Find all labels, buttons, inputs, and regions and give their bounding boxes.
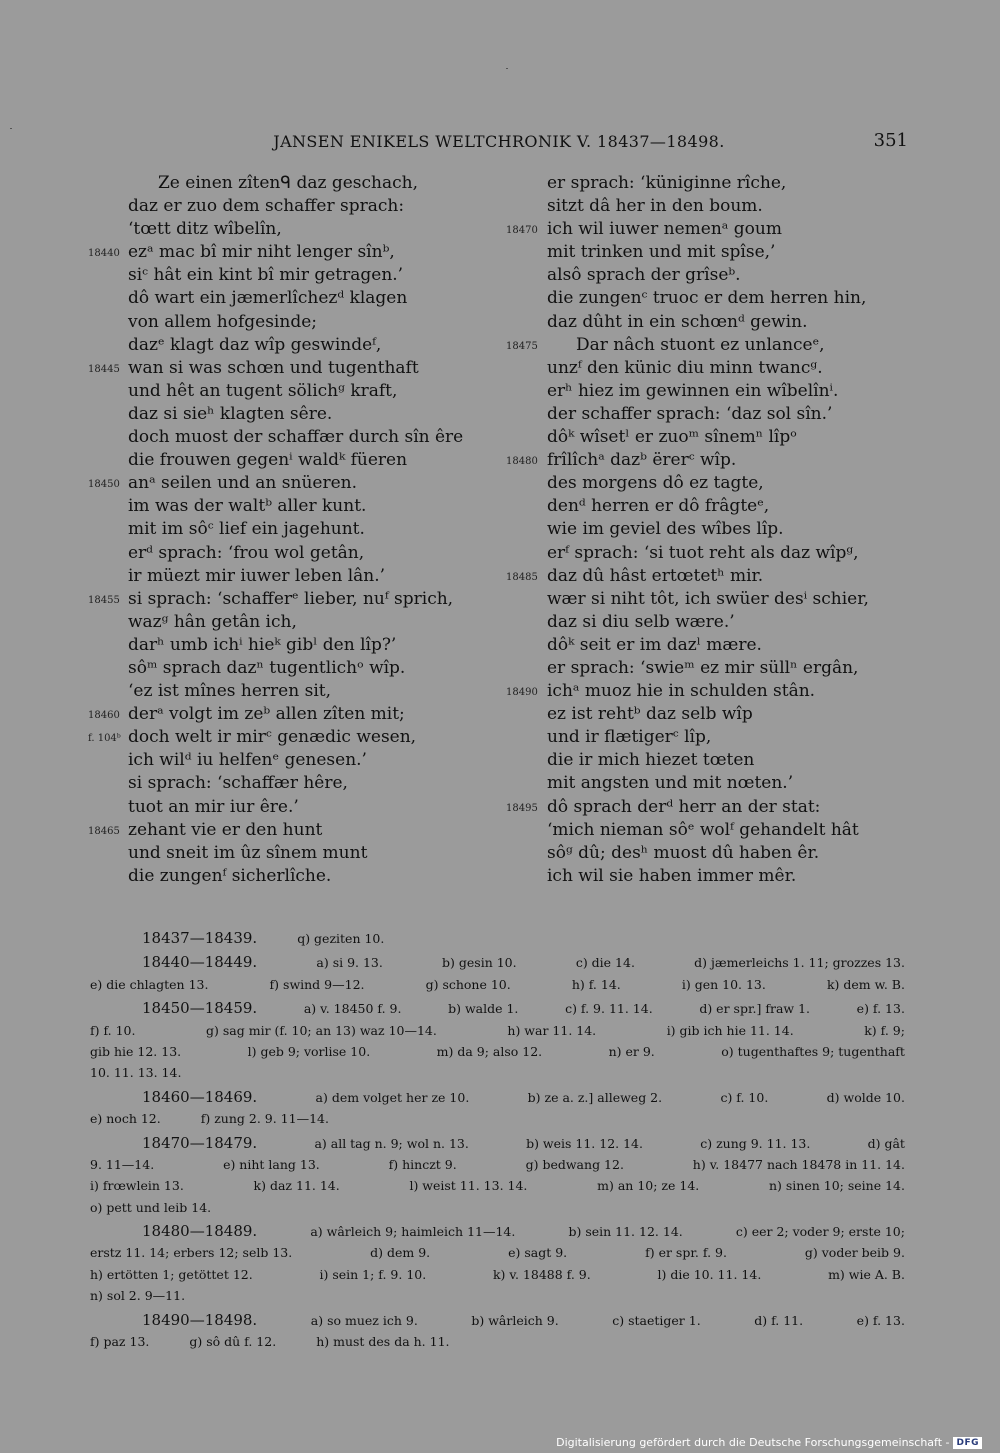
verse-text: mit im sôᶜ lief ein jagehunt. [128,519,365,540]
note-entry: n) er 9. [608,1043,655,1059]
note-range: 18437—18439. [142,929,258,947]
verse-text: und sneit im ûz sînem munt [128,842,368,863]
verse-line [88,426,508,449]
verse-line [506,819,910,842]
scan-speck [10,128,12,129]
note-block [90,1087,905,1130]
note-line [90,952,905,973]
note-entry: f) zung 2. 9. 11—14. [200,1111,329,1127]
note-entry: k) f. 9; [864,1022,905,1038]
verse-text: wan si was schœn und tugenthaft [128,357,419,378]
note-entry: erstz 11. 14; erbers 12; selb 13. [90,1245,293,1261]
note-entry: m) an 10; ze 14. [597,1178,700,1194]
verse-text: sitzt dâ her in den boum. [547,196,763,217]
line-number: 18440 [88,248,120,260]
note-entry: d) jæmerleichs 1. 11; grozzes 13. [694,955,905,971]
note-line [90,1133,905,1154]
verse-text: unzᶠ den künic diu minn twancᵍ. [547,357,823,378]
verse-text: ir müezt mir iuwer leben lân.’ [128,565,386,586]
verse-line [88,703,508,726]
note-line [90,998,905,1019]
verse-line [88,796,508,819]
verse-line [88,218,508,241]
note-entry: l) geb 9; vorlise 10. [247,1043,371,1059]
verse-text: er sprach: ‘swieᵐ ez mir süllⁿ ergân, [547,657,859,678]
verse-line [506,357,910,380]
note-entry: o) tugenthaftes 9; tugenthaft [721,1043,905,1059]
note-entry: q) geziten 10. [297,931,385,946]
verse-text: dôᵏ wîsetˡ er zuoᵐ sînemⁿ lîpᵒ [547,427,797,448]
verse-line [88,495,508,518]
verse-line [88,772,508,795]
verse-line [506,495,910,518]
verse-text: doch welt ir mirᶜ genædic wesen, [128,727,417,748]
note-line [90,1108,905,1129]
verse-text: dazᵉ klagt daz wîp geswindeᶠ, [128,334,382,355]
verse-text: des morgens dô ez tagte, [547,473,764,494]
verse-line [506,842,910,865]
verse-text: die zungenᶜ truoc er dem herren hin, [547,288,867,309]
verse-line [506,772,910,795]
verse-text: si sprach: ‘schafferᵉ lieber, nuᶠ sprich, [128,588,454,609]
verse-line [506,449,910,472]
critical-apparatus [90,928,905,1355]
verse-line [506,472,910,495]
verse-text: daz si sieʰ klagten sêre. [128,403,333,424]
note-entry: d) er spr.] fraw 1. [699,1001,811,1017]
note-entry: m) wie A. B. [828,1266,905,1282]
note-range: 18490—18498. [142,1310,258,1329]
verse-text: ‘ez ist mînes herren sit, [128,681,331,702]
note-entry: h) ertötten 1; getöttet 12. [90,1266,253,1282]
verse-line [506,634,910,657]
verse-line [88,842,508,865]
line-number: 18465 [88,825,120,837]
note-line [90,1242,905,1263]
verse-text: sôᵍ dû; desʰ muost dû haben êr. [547,842,820,863]
verse-line [506,565,910,588]
note-entry: b) sein 11. 12. 14. [568,1224,683,1240]
verse-text: die frouwen gegenⁱ waldᵏ füeren [128,450,408,471]
note-range: 18480—18489. [142,1222,258,1241]
verse-text: und ir flætigerᶜ lîp, [547,727,712,748]
verse-text: sôᵐ sprach dazⁿ tugentlichᵒ wîp. [128,657,406,678]
verse-line [506,611,910,634]
verse-line [88,588,508,611]
page-header [90,128,908,156]
verse-text: zehant vie er den hunt [128,819,323,840]
line-number: 18480 [506,456,538,468]
verse-text: und hêt an tugent sölichᵍ kraft, [128,380,398,401]
verse-line [88,172,508,195]
running-title: JANSEN ENIKELS WELTCHRONIK V. 18437—18498. [273,132,725,151]
verse-line [506,241,910,264]
verse-text: si sprach: ‘schaffær hêre, [128,773,348,794]
note-entry: m) da 9; also 12. [436,1043,543,1059]
verse-line [88,449,508,472]
note-entry: c) f. 9. 11. 14. [565,1001,653,1017]
note-entry: a) dem volget her ze 10. [315,1089,470,1105]
verse-text: die zungenᶠ sicherlîche. [128,865,332,886]
note-entry: a) si 9. 13. [316,955,383,971]
note-entry: b) wârleich 9. [471,1312,559,1328]
line-number: 18495 [506,802,538,814]
verse-line [88,241,508,264]
verse-text: derᵃ volgt im zeᵇ allen zîten mit; [128,704,405,725]
verse-line [506,726,910,749]
note-range: 18460—18469. [142,1087,258,1106]
verse-line [506,218,910,241]
verse-line [506,380,910,403]
verse-line [88,518,508,541]
verse-text: daz si diu selb wære.’ [547,611,735,632]
note-entry: e) sagt 9. [508,1245,568,1261]
verse-text: ich wilᵈ iu helfenᵉ genesen.’ [128,750,367,771]
note-entry: a) all tag n. 9; wol n. 13. [314,1135,469,1151]
line-number: 18450 [88,479,120,491]
note-line [90,928,905,949]
verse-text: daz dûht in ein schœnᵈ gewin. [547,311,808,332]
note-entry: g) bedwang 12. [525,1156,624,1172]
note-line [90,1310,905,1331]
note-entry: 9. 11—14. [90,1156,155,1172]
scan-speck [506,68,508,69]
note-line [90,1221,905,1242]
verse-text: ezᵃ mac bî mir niht lenger sînᵇ, [128,242,395,263]
note-entry: d) gât [867,1135,905,1151]
verse-line [506,287,910,310]
verse-line [506,588,910,611]
note-entry: a) so muez ich 9. [310,1312,418,1328]
note-entry: e) niht lang 13. [223,1156,320,1172]
note-line [90,1087,905,1108]
note-block [90,1133,905,1219]
note-entry: a) wârleich 9; haimleich 11—14. [310,1224,516,1240]
verse-text: mit angsten und mit nœten.’ [547,773,794,794]
verse-line [88,657,508,680]
verse-line [506,311,910,334]
note-entry: k) daz 11. 14. [253,1178,340,1194]
note-line [90,974,905,995]
right-verse-column [506,172,910,888]
note-entry: f) er spr. f. 9. [645,1245,727,1261]
note-entry: b) gesin 10. [442,955,517,971]
note-entry: g) schone 10. [425,976,511,992]
note-entry: b) ze a. z.] alleweg 2. [527,1089,663,1105]
note-entry: 10. 11. 13. 14. [90,1065,182,1081]
note-entry: f) f. 10. [90,1022,136,1038]
verse-line [88,311,508,334]
verse-line [88,634,508,657]
verse-line [88,334,508,357]
note-entry: h) f. 14. [571,976,621,992]
note-entry: h) must des da h. 11. [316,1334,450,1350]
verse-line [506,334,910,357]
verse-line [506,749,910,772]
verse-text: dô wart ein jæmerlîchezᵈ klagen [128,288,408,309]
note-entry: d) wolde 10. [826,1089,905,1105]
verse-line [88,264,508,287]
verse-text: daz er zuo dem schaffer sprach: [128,196,405,217]
note-entry: g) voder beib 9. [804,1245,905,1261]
verse-text: die ir mich hiezet tœten [547,750,755,771]
verse-text: doch muost der schaffær durch sîn êre [128,427,464,448]
verse-text: wazᵍ hân getân ich, [128,611,297,632]
verse-text: darʰ umb ichⁱ hieᵏ gibˡ den lîp?’ [128,634,397,655]
verse-line [506,403,910,426]
note-entry: l) die 10. 11. 14. [657,1266,762,1282]
verse-line [88,611,508,634]
note-entry: c) f. 10. [720,1089,769,1105]
note-entry: h) v. 18477 nach 18478 in 11. 14. [692,1156,905,1172]
note-block [90,928,905,949]
note-block [90,998,905,1084]
verse-text: von allem hofgesinde; [128,311,317,332]
note-entry: e) noch 12. [90,1111,161,1127]
note-entry: g) sô dû f. 12. [189,1334,277,1350]
verse-line [506,518,910,541]
verse-text: wær si niht tôt, ich swüer desⁱ schier, [547,588,869,609]
verse-line [88,819,508,842]
note-entry: i) gib ich hie 11. 14. [666,1022,794,1038]
verse-line [88,865,508,888]
line-number: 18475 [506,340,538,352]
note-line [90,1285,905,1306]
verse-text: erᶠ sprach: ‘si tuot reht als daz wîpᵍ, [547,542,859,563]
verse-text: erʰ hiez im gewinnen ein wîbelînⁱ. [547,380,839,401]
note-range: 18470—18479. [142,1133,258,1152]
page-number: 351 [873,130,908,151]
verse-line [506,703,910,726]
verse-text: ‘tœtt ditz wîbelîn, [128,219,282,240]
line-number: 18485 [506,571,538,583]
note-entry: k) v. 18488 f. 9. [492,1266,591,1282]
line-number: f. 104ᵇ [88,733,121,745]
verse-line [88,749,508,772]
note-entry: i) gen 10. 13. [681,976,766,992]
verse-text: mit trinken und mit spîse,’ [547,242,776,263]
line-number: 18455 [88,594,120,606]
verse-line [506,195,910,218]
note-entry: i) sein 1; f. 9. 10. [319,1266,427,1282]
verse-line [506,542,910,565]
verse-text: erᵈ sprach: ‘frou wol getân, [128,542,365,563]
footer-text: Digitalisierung gefördert durch die Deutsche Forschungsgemeinschaft - [556,1436,950,1449]
verse-text: ich wil sie haben immer mêr. [547,865,797,886]
verse-text: ‘mich nieman sôᵉ wolᶠ gehandelt hât [547,819,859,840]
verse-text: anᵃ seilen und an snüeren. [128,473,358,494]
note-line [90,1041,905,1062]
note-entry: e) f. 13. [856,1001,905,1017]
note-entry: n) sol 2. 9—11. [90,1288,186,1304]
note-entry: n) sinen 10; seine 14. [768,1178,905,1194]
verse-text: daz dû hâst ertœtetʰ mir. [547,565,764,586]
note-entry: b) walde 1. [448,1001,519,1017]
line-number: 18490 [506,687,538,699]
note-line [90,1062,905,1083]
note-entry: c) eer 2; voder 9; erste 10; [735,1224,905,1240]
note-entry: c) die 14. [575,955,635,971]
note-entry: e) die chlagten 13. [90,976,209,992]
line-number: 18445 [88,363,120,375]
note-entry: d) f. 11. [754,1312,804,1328]
verse-line [88,357,508,380]
verse-text: im was der waltᵇ aller kunt. [128,496,367,517]
note-block [90,1310,905,1353]
verse-text: ez ist rehtᵇ daz selb wîp [547,704,753,725]
note-entry: o) pett und leib 14. [90,1199,212,1215]
left-verse-column [88,172,508,888]
verse-line [88,472,508,495]
verse-text: ichᵃ muoz hie in schulden stân. [547,681,816,702]
verse-line [506,426,910,449]
note-entry: l) weist 11. 13. 14. [409,1178,528,1194]
note-line [90,1154,905,1175]
verse-line [88,726,508,749]
note-line [90,1331,905,1352]
line-number: 18460 [88,710,120,722]
verse-text: denᵈ herren er dô frâgteᵉ, [547,496,770,517]
note-entry: d) dem 9. [370,1245,431,1261]
verse-line [88,565,508,588]
verse-line [88,380,508,403]
verse-line [88,680,508,703]
note-entry: e) f. 13. [856,1312,905,1328]
note-line [90,1175,905,1196]
note-entry: c) zung 9. 11. 13. [700,1135,811,1151]
verse-text: siᶜ hât ein kint bî mir getragen.’ [128,265,404,286]
verse-line [506,796,910,819]
verse-line [506,680,910,703]
funding-footer [556,1436,982,1449]
verse-text: Dar nâch stuont ez unlanceᵉ, [576,334,825,355]
verse-line [506,657,910,680]
verse-line [88,195,508,218]
verse-line [506,172,910,195]
note-block [90,952,905,995]
verse-line [506,264,910,287]
verse-text: alsô sprach der grîseᵇ. [547,265,741,286]
note-entry: gib hie 12. 13. [90,1043,182,1059]
line-number: 18470 [506,225,538,237]
verse-text: ich wil iuwer nemenᵃ goum [547,219,782,240]
note-range: 18450—18459. [142,999,258,1018]
verse-line [88,287,508,310]
note-entry: f) hinczt 9. [388,1156,457,1172]
note-entry: c) staetiger 1. [612,1312,701,1328]
verse-text: dôᵏ seit er im dazˡ mære. [547,634,762,655]
note-entry: k) dem w. B. [826,976,905,992]
verse-text: tuot an mir iur êre.’ [128,796,299,817]
verse-text: frîlîchᵃ dazᵇ ërerᶜ wîp. [547,450,737,471]
note-line [90,1264,905,1285]
note-entry: g) sag mir (f. 10; an 13) waz 10—14. [206,1022,437,1038]
note-entry: i) frœwlein 13. [90,1178,184,1194]
verse-text: Ze einen zîtenᑫ daz geschach, [158,173,418,193]
dfg-logo: DFG [953,1437,982,1449]
verse-line [88,542,508,565]
note-entry: a) v. 18450 f. 9. [303,1001,402,1017]
verse-text: dô sprach derᵈ herr an der stat: [547,796,821,817]
verse-line [506,865,910,888]
note-line [90,1197,905,1218]
verse-text: er sprach: ‘küniginne rîche, [547,173,787,193]
note-entry: b) weis 11. 12. 14. [526,1135,643,1151]
note-block [90,1221,905,1307]
verse-text: der schaffer sprach: ‘daz sol sîn.’ [547,403,833,424]
note-entry: h) war 11. 14. [507,1022,597,1038]
note-entry: f) paz 13. [90,1334,150,1350]
note-range: 18440—18449. [142,953,258,972]
note-entry: f) swind 9—12. [269,976,365,992]
verse-line [88,403,508,426]
note-line [90,1020,905,1041]
verse-text: wie im geviel des wîbes lîp. [547,519,784,540]
